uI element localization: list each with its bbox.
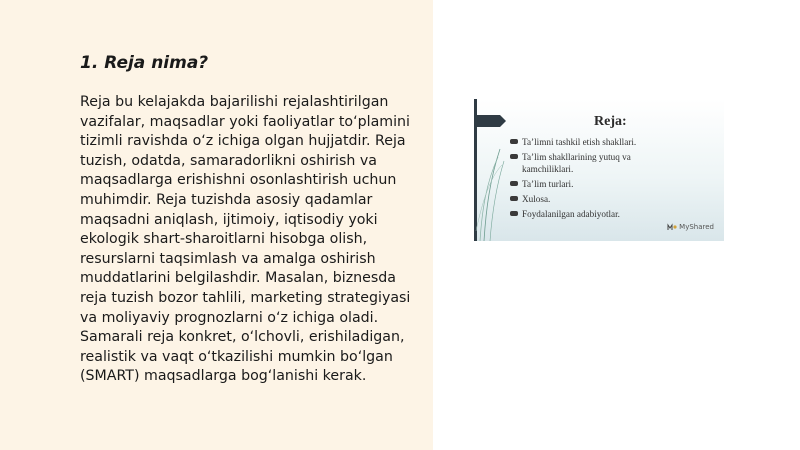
section-heading: 1. Reja nima? [80,53,209,73]
list-item [510,194,672,206]
list-item-text: Ta’lim shakllarining yutuq va kamchiliklari. [522,152,631,174]
list-item [510,209,672,221]
section-paragraph: Reja bu kelajakda bajarilishi rejalashtirilgan vazifalar, maqsadlar yoki faoliyatlar to‘plamini tizimli ravishda o‘z ichiga olgan hujjatdir. Reja tuzish, odatda, samaradorlikni oshirish va maqsadlarga erishishni osonlashtirish uchun muhimdir. Reja tuzishda asosiy qadamlar maqsadni aniqlash, ijtimoiy, iqtisodiy yoki ekologik shart-sharoitlarni hisobga olish, resurslarni taqsimlash va amalga oshirish muddatlarini belgilashdir. Masalan, biznesda reja tuzish bozor tahlili, marketing strategiyasi va moliyaviy prognozlarni o‘z ichiga oladi. Samarali reja konkret, o‘lchovli, erishiladigan, realistik va vaqt o‘tkazilishi mumkin bo‘lgan (SMART) maqsadlarga bog‘lanishi kerak. [80,94,411,385]
list-item-text: Foydalanilgan adabiyotlar. [522,208,620,219]
slide-list [510,137,672,224]
slide-title: Reja: [594,114,627,129]
watermark-text: MyShared [679,223,714,231]
watermark [667,223,714,231]
slide-image [474,99,724,241]
bullet-icon [510,211,518,216]
list-item-text: Ta’lim turlari. [522,178,574,189]
list-item-text: Xulosa. [522,193,551,204]
list-item [510,152,672,175]
list-item [510,137,672,149]
bullet-icon [510,154,518,159]
list-item-text: Ta’limni tashkil etish shakllari. [522,137,637,147]
bullet-icon [510,181,518,186]
bullet-icon [510,196,518,201]
list-item [510,179,672,191]
myshared-logo-icon [667,223,677,231]
bullet-icon [510,139,518,144]
